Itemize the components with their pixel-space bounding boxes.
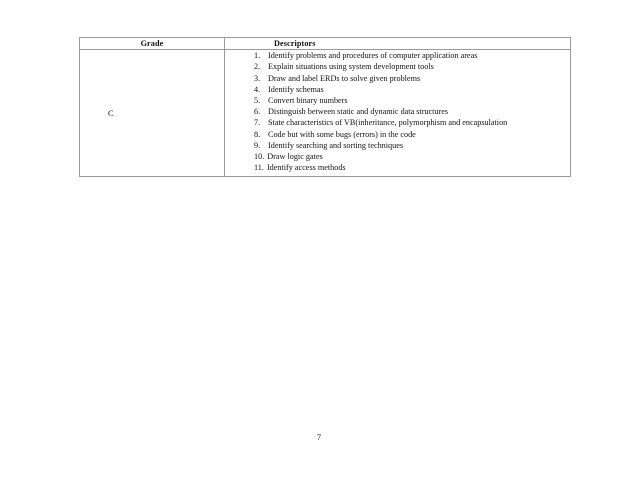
item-text: Draw logic gates xyxy=(267,151,323,161)
grade-value: C xyxy=(80,50,225,177)
descriptor-list xyxy=(225,50,570,173)
item-text: Identify problems and procedures of computer application areas xyxy=(268,51,478,61)
list-item xyxy=(254,84,570,95)
item-text: Identify searching and sorting techniques xyxy=(268,140,404,150)
list-item xyxy=(254,50,570,61)
item-text: Convert binary numbers xyxy=(268,95,348,105)
item-number: 6. xyxy=(254,107,261,117)
grade-column-header: Grade xyxy=(80,38,225,50)
list-item xyxy=(254,129,570,140)
list-item xyxy=(254,95,570,106)
list-item xyxy=(254,117,570,128)
grade-descriptor-table xyxy=(79,37,571,177)
item-text: Identify access methods xyxy=(266,163,346,173)
table-row xyxy=(80,50,571,177)
list-item xyxy=(254,61,570,72)
item-text: Code but with some bugs (errors) in the code xyxy=(268,129,416,139)
table-header-row xyxy=(80,38,571,50)
item-number: 11. xyxy=(254,163,264,173)
descriptors-column-header: Descriptors xyxy=(225,38,571,50)
item-text: Identify schemas xyxy=(268,84,324,94)
item-number: 2. xyxy=(254,62,261,72)
item-text: State characteristics of VB(inheritance, polymorphism and encapsulation xyxy=(268,118,508,128)
page-number: 7 xyxy=(316,433,322,442)
item-text: Distinguish between static and dynamic data structures xyxy=(268,107,449,117)
item-text: Explain situations using system development tools xyxy=(268,62,434,72)
item-number: 8. xyxy=(254,129,261,139)
list-item xyxy=(254,162,570,173)
item-number: 7. xyxy=(254,118,261,128)
item-number: 3. xyxy=(254,73,261,83)
list-item xyxy=(254,73,570,84)
descriptors-cell xyxy=(225,50,571,177)
list-item xyxy=(254,151,570,162)
list-item xyxy=(254,140,570,151)
item-number: 9. xyxy=(254,140,261,150)
item-number: 1. xyxy=(254,51,261,61)
item-text: Draw and label ERDs to solve given problems xyxy=(268,73,421,83)
item-number: 5. xyxy=(254,95,261,105)
item-number: 10. xyxy=(254,151,265,161)
item-number: 4. xyxy=(254,84,261,94)
list-item xyxy=(254,106,570,117)
